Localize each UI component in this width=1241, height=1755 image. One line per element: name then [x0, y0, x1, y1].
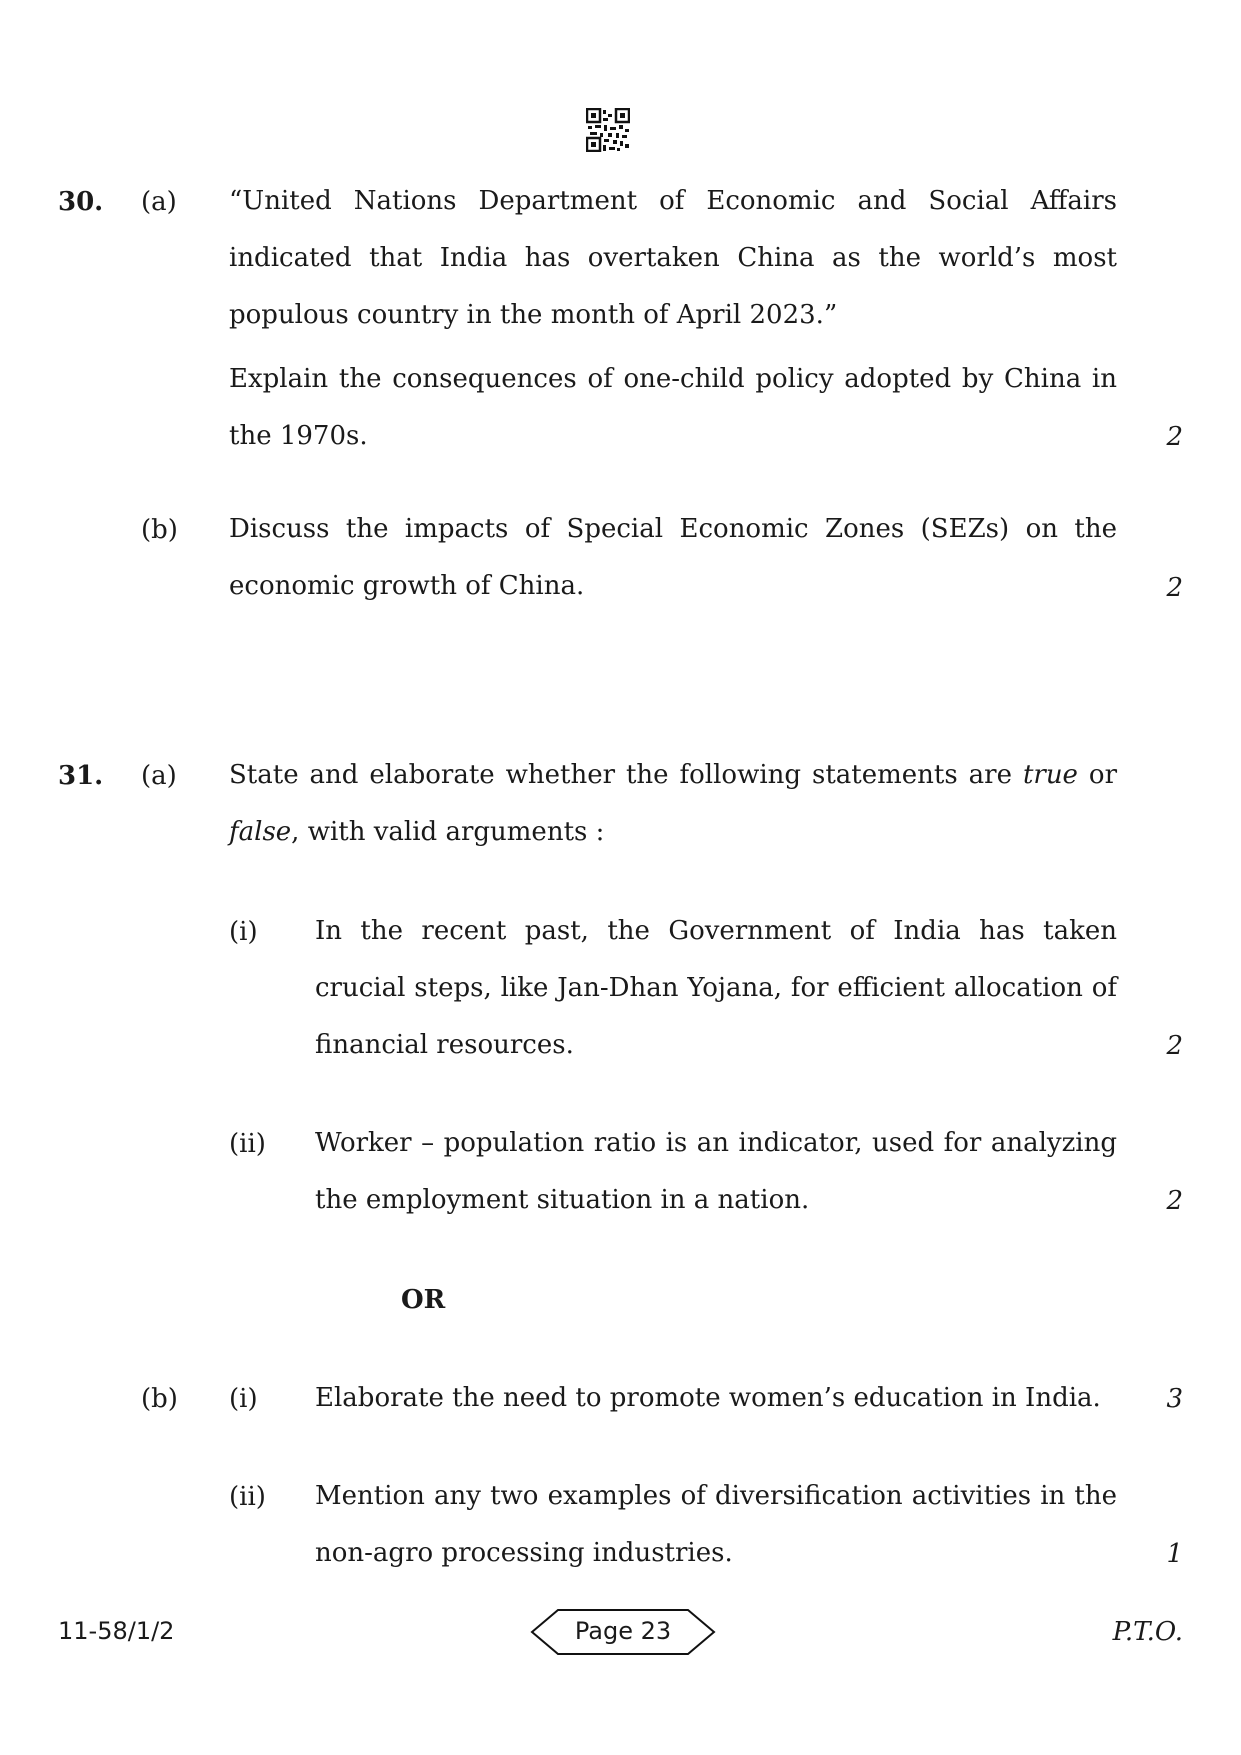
q31-a-ii-text: Worker – population ratio is an indicator, used for analyzing the employment situation in a nation. — [315, 1128, 1117, 1215]
q30-part-b-label: (b) — [141, 515, 178, 545]
true-word: true — [1022, 760, 1078, 790]
q31-a-ii-marks: 2 — [1166, 1186, 1183, 1216]
page-number-badge — [530, 1608, 716, 1656]
q31-part-a-label: (a) — [141, 761, 177, 791]
question-number-31: 31. — [58, 761, 104, 791]
q31-a-i-label: (i) — [229, 917, 258, 947]
q31-b-i-marks: 3 — [1166, 1384, 1183, 1414]
qr-code-icon — [586, 108, 630, 152]
q31-a-ii-label: (ii) — [229, 1129, 266, 1159]
q31-b-i-text: Elaborate the need to promote women’s education in India. — [315, 1383, 1101, 1413]
q30-part-a-label: (a) — [141, 187, 177, 217]
q30-a-marks: 2 — [1166, 422, 1183, 452]
q30-a-quote: “United Nations Department of Economic and Social Affairs indicated that India has overtaken China as the world’s most populous country in the month of April 2023.” — [229, 186, 1117, 330]
page-number: Page 23 — [574, 1617, 672, 1645]
false-word: false — [229, 817, 292, 847]
q31-part-b-label: (b) — [141, 1384, 178, 1414]
q31-b-ii-label: (ii) — [229, 1482, 266, 1512]
q31-a-i-marks: 2 — [1166, 1031, 1183, 1061]
question-number-30: 30. — [58, 187, 104, 217]
q31-b-ii-marks: 1 — [1166, 1539, 1183, 1569]
or-divider: OR — [401, 1285, 446, 1315]
q30-b-marks: 2 — [1166, 573, 1183, 603]
q31-b-i-label: (i) — [229, 1384, 258, 1414]
q30-a-question: Explain the consequences of one-child policy adopted by China in the 1970s. — [229, 364, 1117, 451]
q31-a-i-text: In the recent past, the Government of India has taken crucial steps, like Jan-Dhan Yojana, for efficient allocation of financial resources. — [315, 916, 1117, 1060]
q31-a-intro: State and elaborate whether the following statements are true or false, with valid arguments : — [229, 760, 1117, 847]
pto-label: P.T.O. — [1112, 1617, 1183, 1647]
q31-b-ii-text: Mention any two examples of diversification activities in the non-agro processing industries. — [315, 1481, 1117, 1568]
paper-code: 11-58/1/2 — [58, 1617, 175, 1645]
q30-b-question: Discuss the impacts of Special Economic Zones (SEZs) on the economic growth of China. — [229, 514, 1117, 601]
